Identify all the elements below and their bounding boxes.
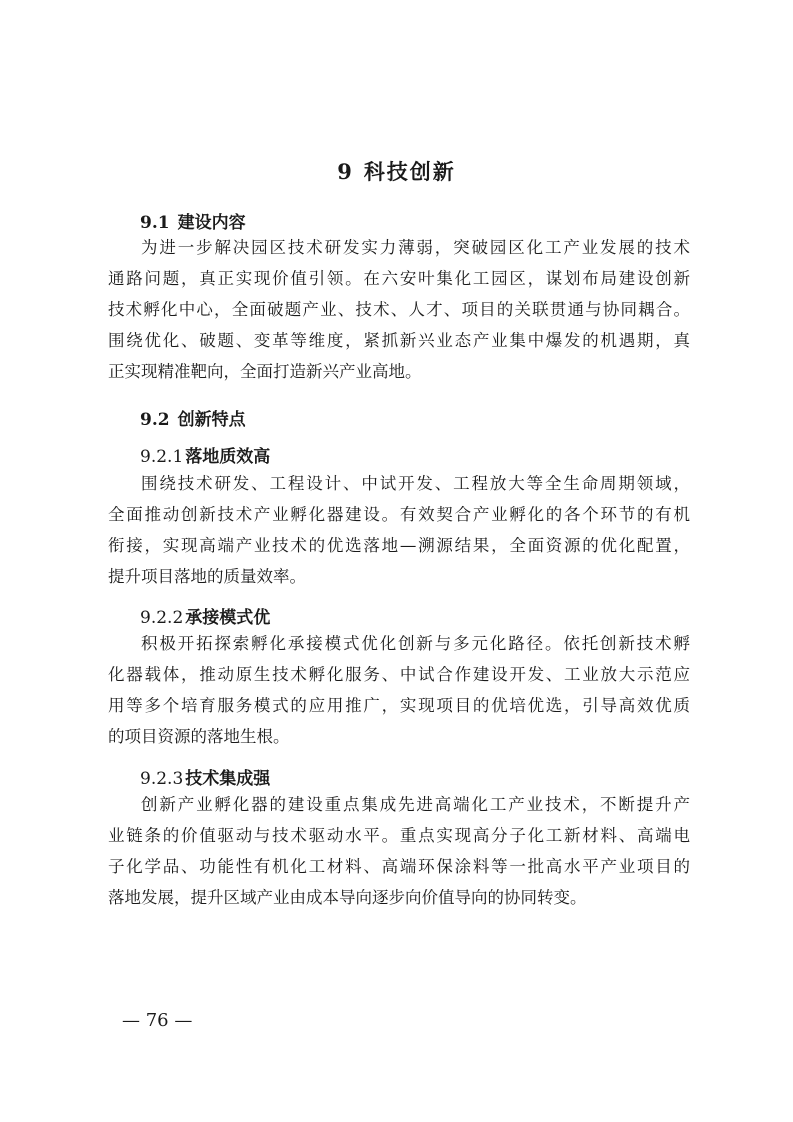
- paragraph-line: 的项目资源的落地生根。: [108, 727, 290, 746]
- paragraph-9-2-1: [108, 468, 690, 592]
- subsection-number: 9.2.2: [140, 608, 184, 628]
- paragraph-line: 正实现精准靶向，全面打造新兴产业高地。: [108, 362, 422, 381]
- paragraph-line: 技术孵化中心，全面破题产业、技术、人才、项目的关联贯通与协同耦合。: [108, 300, 690, 319]
- paragraph-line: 全面推动创新技术产业孵化器建设。有效契合产业孵化的各个环节的有机: [108, 505, 690, 524]
- section-title: 建设内容: [177, 213, 246, 233]
- subsection-title: 承接模式优: [185, 608, 271, 628]
- chapter-title-text: 科技创新: [363, 160, 456, 184]
- subsection-title: 落地质效高: [185, 447, 271, 467]
- section-number: 9.2: [140, 410, 170, 430]
- subsection-heading-9-2-1: [140, 442, 270, 467]
- paragraph-9-2-3: [108, 789, 690, 913]
- paragraph-line: 通路问题，真正实现价值引领。在六安叶集化工园区，谋划布局建设创新: [108, 269, 690, 288]
- paragraph-line: 围绕技术研发、工程设计、中试开发、工程放大等全生命周期领域，: [141, 474, 690, 493]
- paragraph-line: 为进一步解决园区技术研发实力薄弱，突破园区化工产业发展的技术: [141, 238, 690, 257]
- paragraph-line: 用等多个培育服务模式的应用推广，实现项目的优培优选，引导高效优质: [108, 696, 690, 715]
- paragraph-line: 创新产业孵化器的建设重点集成先进高端化工产业技术，不断提升产: [141, 795, 690, 814]
- subsection-title: 技术集成强: [185, 769, 271, 789]
- section-heading-9-1: [140, 208, 246, 233]
- paragraph-line: 化器载体，推动原生技术孵化服务、中试合作建设开发、工业放大示范应: [108, 665, 690, 684]
- paragraph-9-1: [108, 232, 690, 387]
- paragraph-line: 子化学品、功能性有机化工材料、高端环保涂料等一批高水平产业项目的: [108, 857, 690, 876]
- paragraph-line: 落地发展，提升区域产业由成本导向逐步向价值导向的协同转变。: [108, 888, 587, 907]
- paragraph-line: 衔接，实现高端产业技术的优选落地—溯源结果，全面资源的优化配置，: [108, 536, 690, 555]
- subsection-heading-9-2-2: [140, 603, 270, 628]
- paragraph-line: 提升项目落地的质量效率。: [108, 567, 306, 586]
- section-number: 9.1: [140, 213, 170, 233]
- section-heading-9-2: [140, 405, 246, 430]
- subsection-number: 9.2.3: [140, 769, 184, 789]
- chapter-number: 9: [337, 159, 354, 184]
- paragraph-line: 围绕优化、破题、变革等维度，紧抓新兴业态产业集中爆发的机遇期，真: [108, 331, 690, 350]
- paragraph-line: 业链条的价值驱动与技术驱动水平。重点实现高分子化工新材料、高端电: [108, 826, 690, 845]
- chapter-title: [0, 156, 793, 186]
- page-number: — 76 —: [122, 1010, 193, 1031]
- paragraph-9-2-2: [108, 628, 690, 752]
- section-title: 创新特点: [177, 410, 246, 430]
- subsection-heading-9-2-3: [140, 764, 270, 789]
- subsection-number: 9.2.1: [140, 447, 184, 467]
- paragraph-line: 积极开拓探索孵化承接模式优化创新与多元化路径。依托创新技术孵: [141, 634, 690, 653]
